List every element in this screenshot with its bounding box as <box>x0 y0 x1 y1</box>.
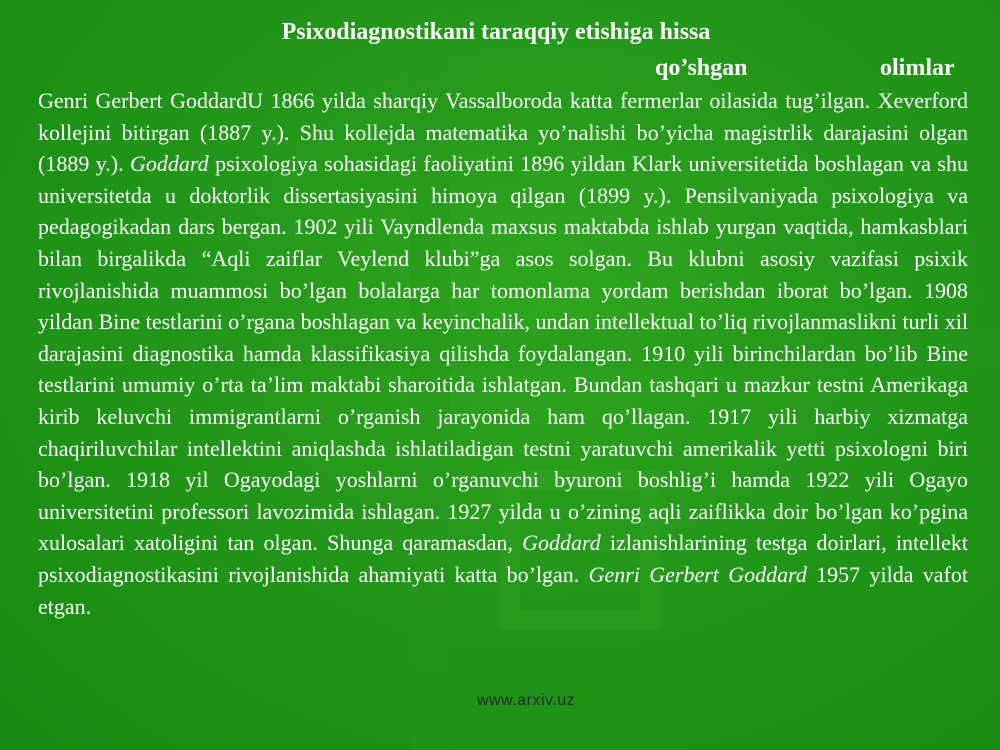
body-text-2: psixologiya sohasidagi faoliyatini 1896 yildan Klark universitetida boshlagan va shu universitetda u doktorlik dissertasiyasini himoya qilgan (1899 y.). Pensilvaniyada psixologiya va pedagogikadan dars bergan. 1902 yili Vayndlenda maxsus maktabda ishlab yurgan vaqtida, hamkasblari bilan birgalikda “Aqli zaiflar Veylend klubi”ga asos solgan. Bu klubni asosiy vazifasi psixik rivojlanishida muammosi bo’lgan bolalarga har tomonlama yordam berishdan iborat bo’lgan. 1908 yildan Bine testlarini o’rgana boshlagan va keyinchalik, undan intellektual to’liq rivojlanmaslikni turli xil darajasini diagnostika hamda klassifikasiya qilishda foydalangan. 1910 yili birinchilardan bo’lib Bine testlarini umumiy o’rta ta’lim maktabi sharoitida ishlatgan. Bundan tashqari u mazkur testni Amerikaga kirib keluvchi immigrantlarni o’rganish jarayonida ham qo’llagan. 1917 yili harbiy xizmatga chaqiriluvchilar intellektini aniqlashda ishlatiladigan testni yaratuvchi amerikalik yetti psixologni biri bo’lgan. 1918 yil Ogayodagi yoshlarni o’rganuvchi byuroni boshlig’i hamda 1922 yili Ogayo universitetini professori lavozimida ishlagan. 1927 yilda u o’zining aqli zaiflikka doir bo’lgan ko’pgina xulosalari xatoligini tan olgan. Shunga qaramasdan, <box>38 151 968 556</box>
body-text-4: 1957 yilda vafot etgan. <box>38 561 968 619</box>
body-paragraph <box>38 85 968 622</box>
title-word-2: qo’shgan <box>655 55 748 81</box>
slide-body <box>38 85 968 622</box>
body-text-1: Genri Gerbert GoddardU 1866 yilda sharqiy Vassalboroda katta fermerlar oilasida tug’ilgan. Xeverford kollejini bitirgan (1887 y.). Shu kollejda matematika yo’nalishi bo’yicha magistrlik darajasini olgan (1889 y.). <box>38 88 968 177</box>
name-goddard: Goddard <box>522 530 601 556</box>
watermark: www.arxiv.uz <box>477 692 576 709</box>
body-text-3: izlanishlarining testga doirlari, intellekt psixodiagnostikasini rivojlanishida ahamiyati katta bo’lgan. <box>38 530 969 587</box>
name-genri-gerbert-goddard: Genri Gerbert Goddard <box>588 561 807 587</box>
title-word-3: olimlar <box>880 55 955 81</box>
slide-title <box>0 17 1000 81</box>
title-line-1: Psixodiagnostikani taraqqiy etishiga hissa <box>281 19 711 45</box>
name-goddard: Goddard <box>130 151 209 177</box>
